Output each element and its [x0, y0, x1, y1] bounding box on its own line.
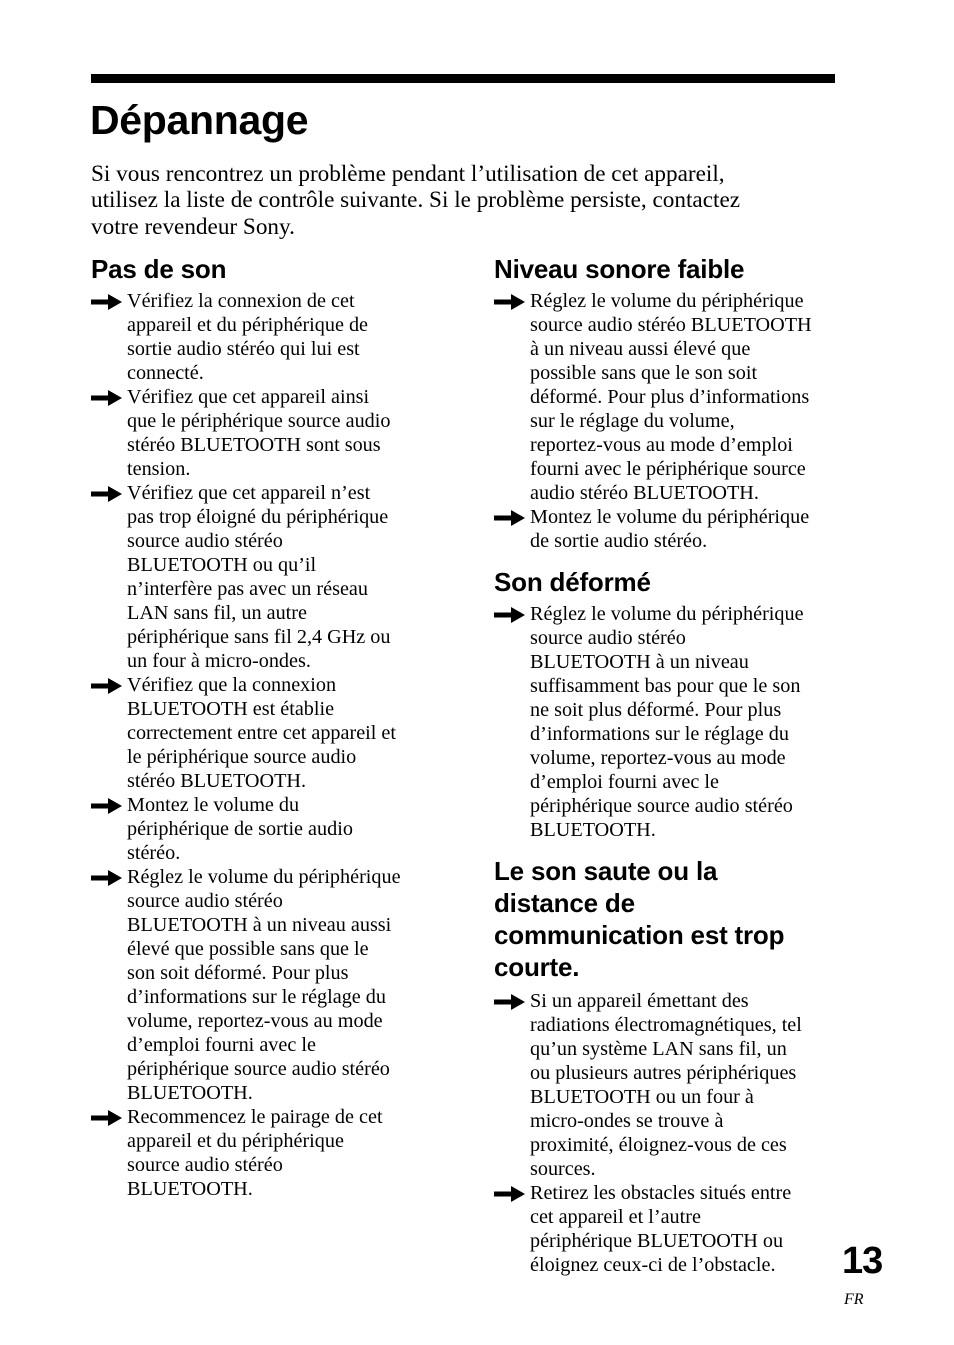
- section-heading: [494, 855, 844, 983]
- right-arrow-icon: [494, 1185, 526, 1203]
- checklist-item-line: déformé. Pour plus d’informations: [530, 386, 810, 408]
- checklist-item-line: source audio stéréo BLUETOOTH: [530, 314, 812, 336]
- checklist-item-line: appareil et du périphérique: [127, 1130, 344, 1152]
- checklist-item-line: BLUETOOTH à un niveau aussi: [127, 914, 392, 936]
- troubleshooting-section: [494, 855, 844, 1277]
- section-heading-line: Son déformé: [494, 567, 651, 597]
- checklist-item-line: cet appareil et l’autre: [530, 1206, 701, 1228]
- checklist-item-line: source audio stéréo: [127, 1154, 283, 1176]
- checklist-item-line: BLUETOOTH ou un four à: [530, 1086, 754, 1108]
- checklist-item-line: stéréo BLUETOOTH.: [127, 770, 307, 792]
- section-heading-line: distance de: [494, 888, 635, 918]
- checklist-item-line: Réglez le volume du périphérique: [127, 866, 401, 888]
- intro-paragraph: [91, 161, 831, 240]
- checklist-item: [91, 481, 441, 673]
- right-arrow-icon: [494, 606, 526, 624]
- checklist-item-line: source audio stéréo: [127, 890, 283, 912]
- right-arrow-icon: [91, 797, 123, 815]
- section-heading: [494, 253, 844, 285]
- checklist-item: [91, 1105, 441, 1201]
- checklist-item-line: sources.: [530, 1158, 596, 1180]
- right-arrow-icon: [494, 509, 526, 527]
- checklist-item-line: audio stéréo BLUETOOTH.: [530, 482, 759, 504]
- language-code: FR: [844, 1291, 864, 1308]
- right-arrow-icon: [91, 485, 123, 503]
- page-number: 13: [842, 1240, 883, 1282]
- checklist-item-line: source audio stéréo: [530, 627, 686, 649]
- checklist-item: [494, 289, 844, 505]
- section-heading-line: courte.: [494, 952, 580, 982]
- section-heading: [91, 253, 441, 285]
- intro-line: Si vous rencontrez un problème pendant l’utilisation de cet appareil,: [91, 161, 725, 187]
- checklist-item-line: BLUETOOTH.: [127, 1178, 253, 1200]
- checklist-item: [91, 793, 441, 865]
- checklist-item-line: n’interfère pas avec un réseau: [127, 578, 368, 600]
- checklist-item-line: un four à micro-ondes.: [127, 650, 311, 672]
- checklist-item-line: fourni avec le périphérique source: [530, 458, 806, 480]
- checklist-item-line: d’informations sur le réglage du: [127, 986, 386, 1008]
- checklist-item-line: BLUETOOTH.: [530, 819, 656, 841]
- section-heading-line: Niveau sonore faible: [494, 254, 745, 284]
- checklist-item-line: Montez le volume du périphérique: [530, 506, 810, 528]
- troubleshooting-section: [494, 566, 844, 842]
- checklist-item-line: d’informations sur le réglage du: [530, 723, 789, 745]
- checklist-item: [91, 865, 441, 1105]
- checklist-item-line: stéréo.: [127, 842, 181, 864]
- checklist-item-line: reportez-vous au mode d’emploi: [530, 434, 793, 456]
- checklist-item-line: appareil et du périphérique de: [127, 314, 369, 336]
- right-arrow-icon: [91, 1109, 123, 1127]
- checklist-item-line: de sortie audio stéréo.: [530, 530, 708, 552]
- checklist-item-line: le périphérique source audio: [127, 746, 357, 768]
- checklist-item-line: possible sans que le son soit: [530, 362, 758, 384]
- checklist-item-line: périphérique source audio stéréo: [127, 1058, 390, 1080]
- checklist-item-line: Vérifiez la connexion de cet: [127, 290, 355, 312]
- checklist-item-line: Si un appareil émettant des: [530, 990, 749, 1012]
- right-arrow-icon: [91, 869, 123, 887]
- checklist-item-line: Vérifiez que cet appareil n’est: [127, 482, 371, 504]
- checklist-item: [494, 1181, 844, 1277]
- checklist-item-line: tension.: [127, 458, 191, 480]
- page-title: Dépannage: [90, 97, 309, 143]
- checklist-item-line: élevé que possible sans que le: [127, 938, 369, 960]
- checklist-item-line: ne soit plus déformé. Pour plus: [530, 699, 782, 721]
- checklist-item-line: BLUETOOTH ou qu’il: [127, 554, 317, 576]
- right-arrow-icon: [91, 293, 123, 311]
- checklist-item-line: d’emploi fourni avec le: [127, 1034, 316, 1056]
- checklist-item: [91, 289, 441, 385]
- checklist-item-line: pas trop éloigné du périphérique: [127, 506, 389, 528]
- checklist-item-line: stéréo BLUETOOTH sont sous: [127, 434, 381, 456]
- checklist-item-line: Montez le volume du: [127, 794, 300, 816]
- checklist-item-line: connecté.: [127, 362, 204, 384]
- checklist-item-line: que le périphérique source audio: [127, 410, 391, 432]
- checklist-item-line: Recommencez le pairage de cet: [127, 1106, 383, 1128]
- right-arrow-icon: [494, 993, 526, 1011]
- section-heading-line: Pas de son: [91, 254, 227, 284]
- right-arrow-icon: [91, 389, 123, 407]
- troubleshooting-section: [91, 253, 441, 1201]
- checklist-item-line: Réglez le volume du périphérique: [530, 603, 804, 625]
- checklist-item-line: Réglez le volume du périphérique: [530, 290, 804, 312]
- checklist-item-line: sortie audio stéréo qui lui est: [127, 338, 360, 360]
- checklist-item: [91, 385, 441, 481]
- checklist-item-line: BLUETOOTH à un niveau: [530, 651, 749, 673]
- checklist-item-line: d’emploi fourni avec le: [530, 771, 719, 793]
- checklist-item-line: à un niveau aussi élevé que: [530, 338, 751, 360]
- checklist-item-line: LAN sans fil, un autre: [127, 602, 307, 624]
- checklist-item-line: son soit déformé. Pour plus: [127, 962, 349, 984]
- checklist-item: [494, 989, 844, 1181]
- checklist-item-line: suffisamment bas pour que le son: [530, 675, 801, 697]
- checklist-item-line: radiations électromagnétiques, tel: [530, 1014, 802, 1036]
- section-heading: [494, 566, 844, 598]
- checklist-item: [494, 505, 844, 553]
- checklist-item-line: BLUETOOTH.: [127, 1082, 253, 1104]
- checklist-item-line: micro-ondes se trouve à: [530, 1110, 724, 1132]
- checklist-item-line: volume, reportez-vous au mode: [127, 1010, 383, 1032]
- checklist-item-line: périphérique sans fil 2,4 GHz ou: [127, 626, 391, 648]
- right-arrow-icon: [494, 293, 526, 311]
- section-heading-line: communication est trop: [494, 920, 785, 950]
- checklist-item-line: Vérifiez que cet appareil ainsi: [127, 386, 370, 408]
- checklist-item-line: Retirez les obstacles situés entre: [530, 1182, 792, 1204]
- right-column: [494, 253, 844, 1290]
- checklist-item-line: source audio stéréo: [127, 530, 283, 552]
- checklist-item-line: qu’un système LAN sans fil, un: [530, 1038, 787, 1060]
- checklist-item-line: éloignez ceux-ci de l’obstacle.: [530, 1254, 776, 1276]
- intro-line: votre revendeur Sony.: [91, 213, 295, 240]
- checklist-item-line: sur le réglage du volume,: [530, 410, 735, 432]
- header-rule: [91, 74, 835, 83]
- checklist-item-line: ou plusieurs autres périphériques: [530, 1062, 797, 1084]
- checklist-item: [91, 673, 441, 793]
- checklist-item-line: correctement entre cet appareil et: [127, 722, 396, 744]
- checklist-item-line: volume, reportez-vous au mode: [530, 747, 786, 769]
- checklist-item: [494, 602, 844, 842]
- checklist-item-line: périphérique BLUETOOTH ou: [530, 1230, 784, 1252]
- intro-line: utilisez la liste de contrôle suivante. Si le problème persiste, contactez: [91, 187, 741, 214]
- section-heading-line: Le son saute ou la: [494, 856, 718, 886]
- checklist-item-line: Vérifiez que la connexion: [127, 674, 337, 696]
- right-arrow-icon: [91, 677, 123, 695]
- checklist-item-line: périphérique de sortie audio: [127, 818, 353, 840]
- troubleshooting-section: [494, 253, 844, 553]
- checklist-item-line: périphérique source audio stéréo: [530, 795, 793, 817]
- checklist-item-line: proximité, éloignez-vous de ces: [530, 1134, 787, 1156]
- left-column: [91, 253, 441, 1214]
- checklist-item-line: BLUETOOTH est établie: [127, 698, 335, 720]
